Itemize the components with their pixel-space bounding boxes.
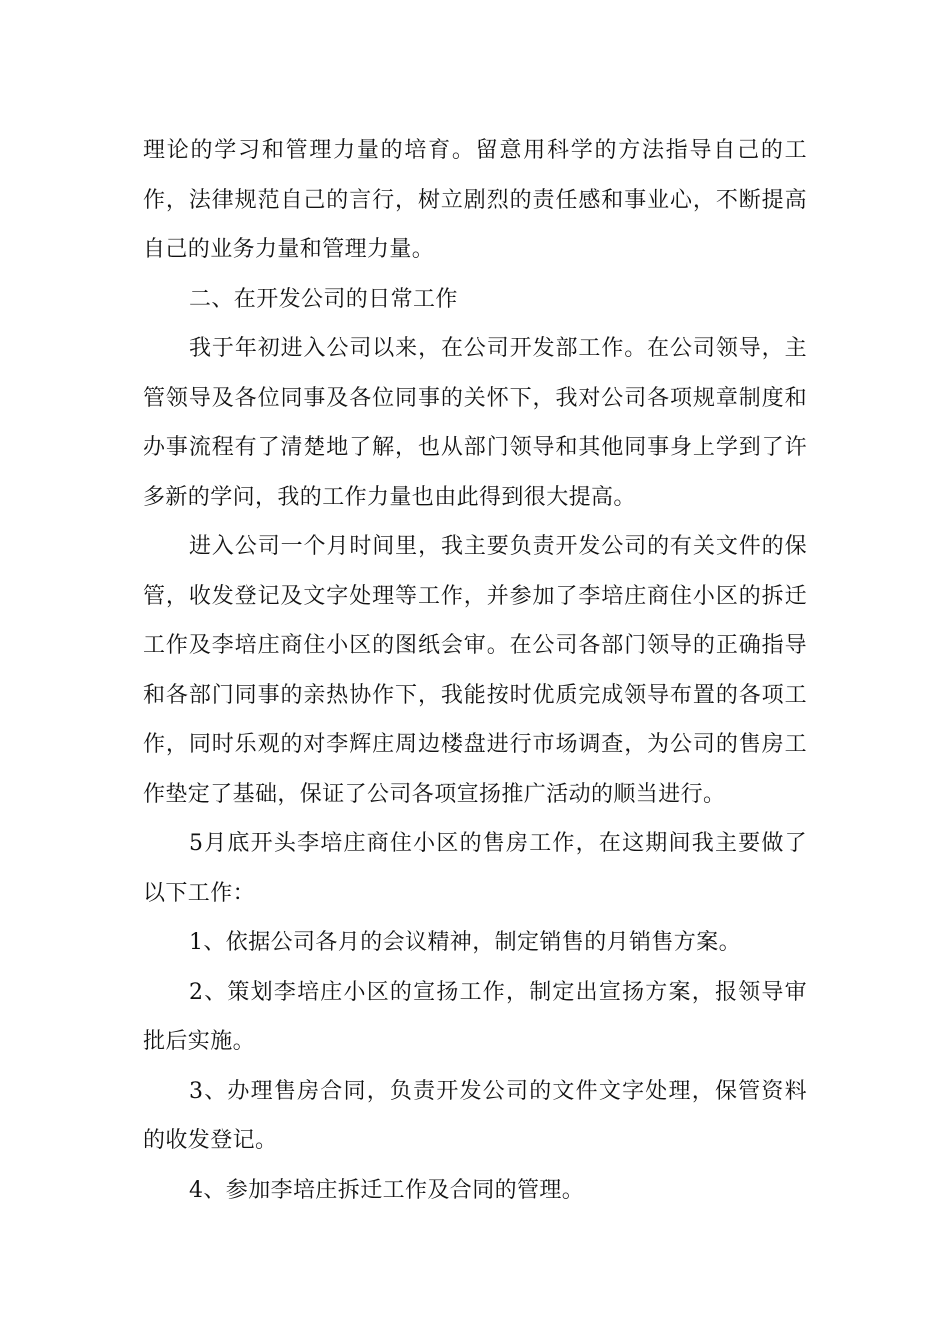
paragraph-intro: 我于年初进入公司以来，在公司开发部工作。在公司领导，主管领导及各位同事及各位同事的关怀下，我对公司各项规章制度和办事流程有了清楚地了解，也从部门领导和其他同事身上学到了许多新的学问，我的工作力量也由此得到很大提高。 [143, 336, 807, 510]
paragraph-continuation: 理论的学习和管理力量的培育。留意用科学的方法指导自己的工作，法律规范自己的言行，树立剧烈的责任感和事业心，不断提高自己的业务力量和管理力量。 [143, 138, 807, 262]
section-heading: 二、在开发公司的日常工作 [189, 286, 458, 312]
document-body [143, 126, 807, 1215]
list-item-2: 2、策划李培庄小区的宣扬工作，制定出宣扬方案，报领导审批后实施。 [143, 979, 807, 1054]
paragraph-sales-start: 5月底开头李培庄商住小区的售房工作，在这期间我主要做了以下工作： [143, 831, 807, 906]
paragraph-first-month: 进入公司一个月时间里，我主要负责开发公司的有关文件的保管，收发登记及文字处理等工作，并参加了李培庄商住小区的拆迁工作及李培庄商住小区的图纸会审。在公司各部门领导的正确指导和各部门同事的亲热协作下，我能按时优质完成领导布置的各项工作，同时乐观的对李辉庄周边楼盘进行市场调查，为公司的售房工作垫定了基础，保证了公司各项宣扬推广活动的顺当进行。 [143, 534, 807, 807]
list-item-1: 1、依据公司各月的会议精神，制定销售的月销售方案。 [189, 930, 741, 955]
list-item-4: 4、参加李培庄拆迁工作及合同的管理。 [189, 1177, 585, 1203]
list-item-3: 3、办理售房合同，负责开发公司的文件文字处理，保管资料的收发登记。 [143, 1078, 807, 1153]
